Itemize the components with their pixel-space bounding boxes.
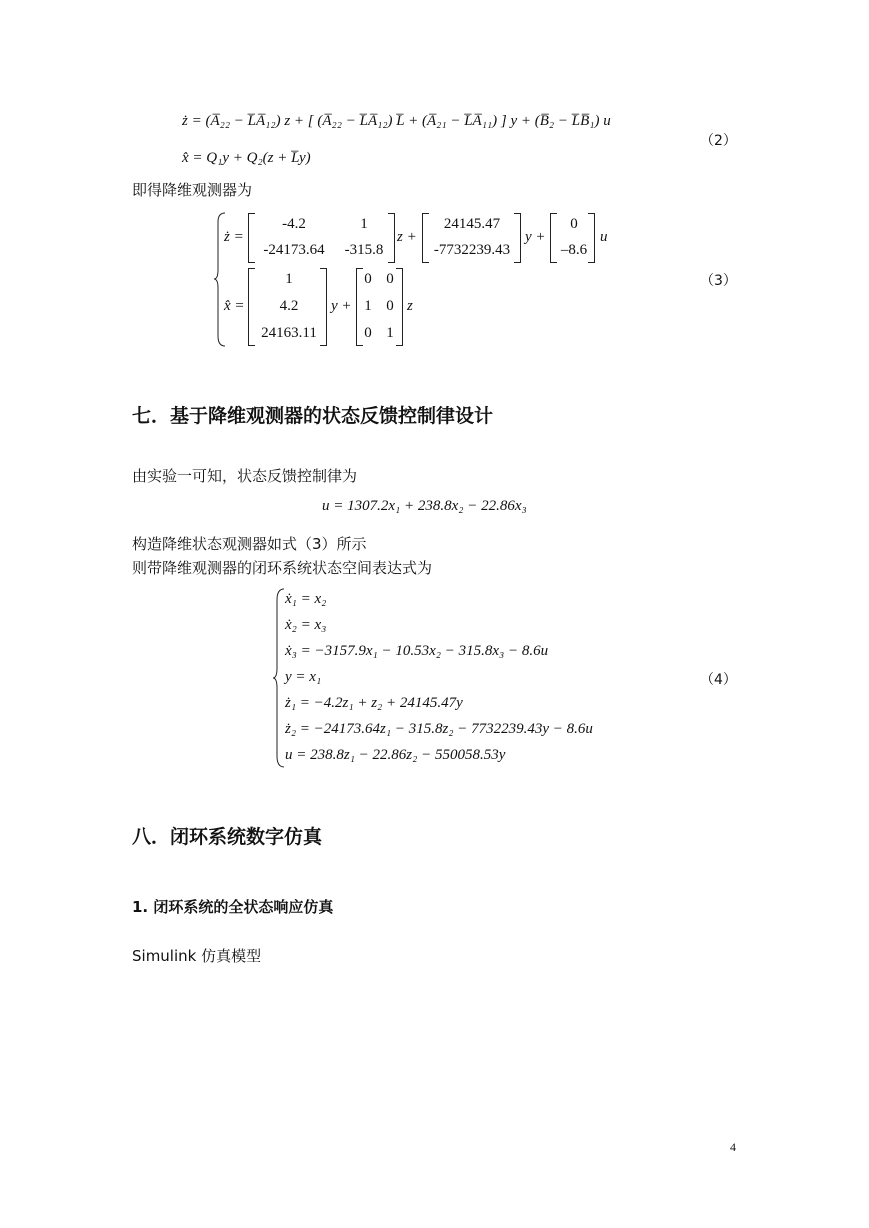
eq3-Q1-r1: 1 [285, 271, 293, 287]
section-heading-7: 七．基于降维观测器的状态反馈控制律设计 [132, 405, 494, 427]
section-heading-8: 八．闭环系统数字仿真 [132, 826, 323, 848]
eq3-B-r2: –8.6 [560, 242, 588, 258]
eq4-number: （4） [700, 672, 737, 688]
eq3-L-r2: -7732239.43 [433, 242, 511, 258]
eq3-y-plus: y + [525, 229, 546, 245]
eq2-line2: x̂ = Q₁y + Q₂(z + L̅y) [182, 150, 311, 166]
eq3-Q2-r3c2: 1 [386, 325, 394, 341]
eq3-xhat-z: z [407, 298, 413, 314]
eq3-L-right-bracket [514, 213, 521, 263]
text-simulink: Simulink 仿真模型 [132, 947, 262, 965]
eq3-Q2-r3c1: 0 [364, 325, 372, 341]
page-number: 4 [730, 1140, 736, 1154]
eq4-line-7: u = 238.8z₁ − 22.86z₂ − 550058.53y [285, 747, 506, 763]
eq3-Q2-r1c1: 0 [364, 271, 372, 287]
eq3-A-r2c1: -24173.64 [263, 242, 325, 258]
eq4-line-1: ẋ₁ = x₂ [285, 591, 327, 607]
text-law-intro: 由实验一可知，状态反馈控制律为 [132, 467, 358, 485]
eq3-z-plus: z + [397, 229, 417, 245]
eq3-Q1-right-bracket [320, 268, 327, 346]
eq3-Q1-r2: 4.2 [279, 298, 299, 314]
eq3-B-right-bracket [588, 213, 595, 263]
eq3-Q2-right-bracket [396, 268, 403, 346]
eq3-L-r1: 24145.47 [443, 216, 501, 232]
eq3-Q1-r3: 24163.11 [261, 325, 317, 341]
eq3-A-r1c1: -4.2 [282, 216, 306, 232]
eq4-line-5: ż₁ = −4.2z₁ + z₂ + 24145.47y [285, 695, 463, 711]
eq4-line-2: ẋ₂ = x₃ [285, 617, 327, 633]
eq3-A-r1c2: 1 [360, 216, 368, 232]
control-law: u = 1307.2x₁ + 238.8x₂ − 22.86x₃ [322, 498, 527, 514]
eq3-zdot-label: ż = [224, 229, 244, 245]
eq3-Q2-r2c1: 1 [364, 298, 372, 314]
eq3-xhat-label: x̂ = [224, 298, 245, 314]
eq4-line-4: y = x₁ [285, 669, 322, 685]
text-observer: 即得降维观测器为 [132, 181, 253, 199]
subheading-1: 1. 闭环系统的全状态响应仿真 [132, 898, 334, 916]
eq3-A-right-bracket [388, 213, 395, 263]
eq3-xhat-y-plus: y + [331, 298, 352, 314]
eq2-number: （2） [700, 133, 737, 149]
eq3-B-r1: 0 [570, 216, 578, 232]
text-construct: 构造降维状态观测器如式（3）所示 [132, 535, 367, 553]
eq3-A-r2c2: -315.8 [344, 242, 384, 258]
text-closed-loop: 则带降维观测器的闭环系统状态空间表达式为 [132, 559, 433, 577]
eq3-number: （3） [700, 273, 737, 289]
eq3-u: u [600, 229, 608, 245]
eq4-brace [273, 588, 285, 768]
eq2-line1: ż = (A̅₂₂ − L̅A̅₁₂) z + [ (A̅₂₂ − L̅A̅₁₂) L̅ + (A̅₂₁ − L̅A̅₁₁) ] y + (B̅₂ − L̅B̅₁) u [182, 113, 611, 129]
eq3-Q2-r1c2: 0 [386, 271, 394, 287]
eq4-line-3: ẋ₃ = −3157.9x₁ − 10.53x₂ − 315.8x₃ − 8.6u [285, 643, 549, 659]
eq4-line-6: ż₂ = −24173.64z₁ − 315.8z₂ − 7732239.43y − 8.6u [285, 721, 593, 737]
eq3-Q2-r2c2: 0 [386, 298, 394, 314]
